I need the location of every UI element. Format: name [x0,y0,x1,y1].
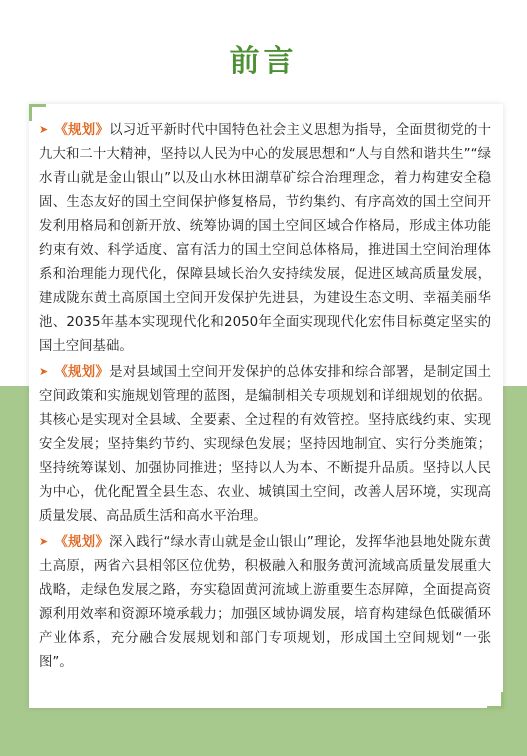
paragraph-1 [39,118,491,359]
paragraph-lead: 《规划》 [54,365,110,380]
paragraph-text: 深入践行“绿水青山就是金山银山”理论，发挥华池县地处陇东黄土高原，两省六县相邻区位优势，积极融入和服务黄河流域高质量发展重大战略，走绿色发展之路，夯实稳固黄河流域上游重要生态屏障，全面提高资源利用效率和资源环境承载力；加强区域协调发展，培育构建绿色低碳循环产业体系，充分融合发展规划和部门专项规划，形成国土空间规划“一张图”。 [39,535,492,670]
arrow-bullet-icon: ➤ [39,123,49,136]
paragraph-lead: 《规划》 [54,123,110,138]
paragraph-3 [39,530,491,675]
arrow-bullet-icon: ➤ [39,365,49,378]
arrow-bullet-icon: ➤ [39,535,49,548]
corner-bracket-bottom-right [487,692,504,709]
paragraph-lead: 《规划》 [54,535,109,550]
content-body [39,118,491,676]
paragraph-text: 是对县域国土空间开发保护的总体安排和综合部署，是制定国土空间政策和实施规划管理的蓝图，是编制相关专项规划和详细规划的依据。其核心是实现对全县域、全要素、全过程的有效管控。坚持底线约束、实现安全发展；坚持集约节约、实现绿色发展；坚持因地制宜、实行分类施策；坚持统筹谋划、加强协同推进；坚持以人为本、不断提升品质。坚持以人民为中心，优化配置全县生态、农业、城镇国土空间，改善人居环境，实现高质量发展、高品质生活和高水平治理。 [39,365,492,524]
paragraph-2 [39,360,491,529]
page-title: 前言 [229,44,298,79]
paragraph-text: 以习近平新时代中国特色社会主义思想为指导，全面贯彻党的十九大和二十大精神，坚持以人民为中心的发展思想和“人与自然和谐共生”“绿水青山就是金山银山”以及山水林田湖草矿综合治理理念，着力构建安全稳固、生态友好的国土空间保护修复格局，节约集约、有序高效的国土空间开发利用格局和创新开放、统筹协调的国土空间区域合作格局，形成主体功能约束有效、科学适度、富有活力的国土空间总体格局，推进国土空间治理体系和治理能力现代化，保障县域长治久安持续发展，促进区域高质量发展，建成陇东黄土高原国土空间开发保护先进县，为建设生态文明、幸福美丽华池、2035年基本实现现代化和2050年全面实现现代化宏伟目标奠定坚实的国土空间基础。 [39,123,492,354]
